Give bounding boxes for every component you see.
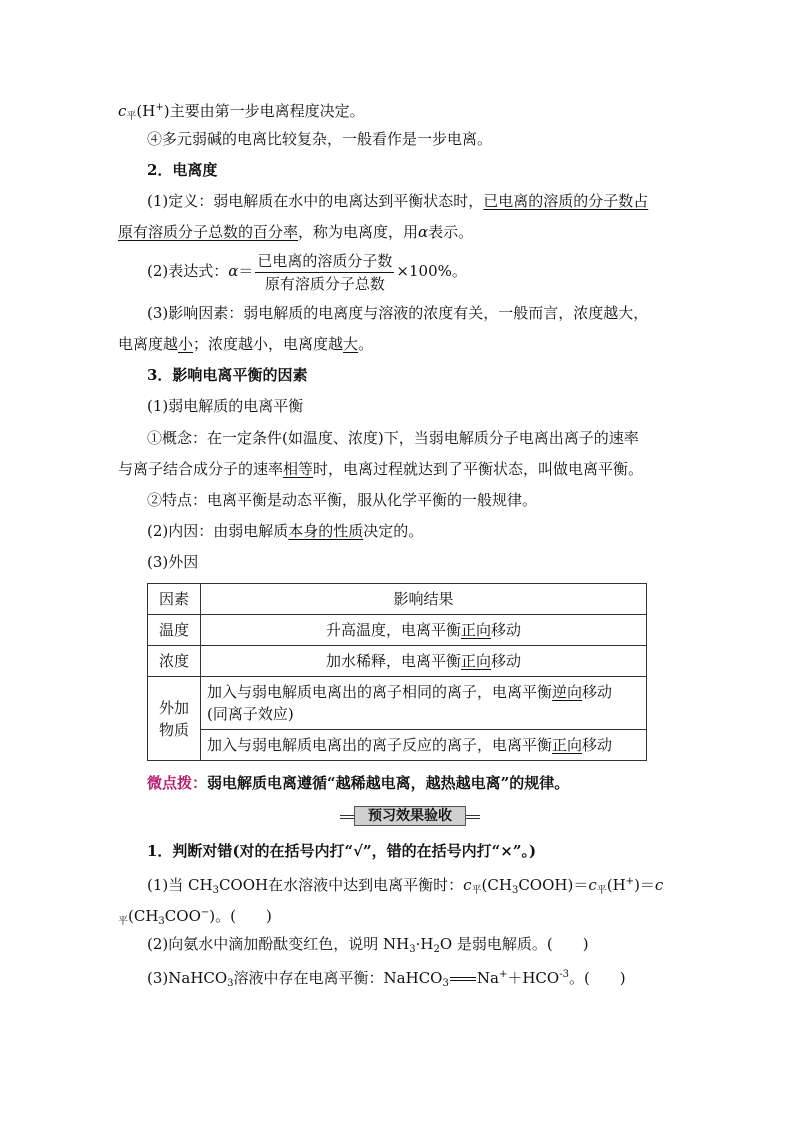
external-cause-line: (3)外因 [147,553,199,571]
intro-line-1: $c_平(H^+)$主要由第一步电离程度决定。 [118,102,365,122]
intro-line-2: ④多元弱碱的电离比较复杂，一般看作是一步电离。 [147,130,493,148]
table-header-row [148,584,647,615]
table-row [148,615,647,646]
exercise-heading: 1．判断对错(对的在括号内打“√”，错的在括号内打“×”。) [147,842,537,860]
influence-line-1: (3)影响因素：弱电解质的电离度与溶液的浓度有关，一般而言，浓度越大， [147,304,649,322]
table-row [148,646,647,677]
question-1-line-1: (1)当 $CH_3COOH$在水溶液中达到电离平衡时：$c_平(CH_3COOH)=c_平(H^+)=c$ [147,876,664,896]
equilibrium-sign [450,977,476,981]
section-banner [340,805,480,827]
table-cell-factor: 温度 [148,615,201,646]
feature-line: ②特点：电离平衡是动态平衡，服从化学平衡的一般规律。 [147,491,538,509]
banner-title: 预习效果验收 [354,806,466,826]
table-row [148,730,647,761]
tip-label: 微点拨： [147,774,208,792]
factors-table [147,583,647,761]
section-3-heading: 3．影响电离平衡的因素 [147,366,308,384]
table-cell-factor-added: 外加 物质 [148,677,201,761]
table-cell-result: 升高温度，电离平衡正向移动 [201,615,647,646]
concept-line-1: ①概念：在一定条件(如温度、浓度)下，当弱电解质分子电离出离子的速率 [147,429,639,447]
tip-text: 弱电解质电离遵循“越稀越电离，越热越电离”的规律。 [207,774,570,792]
internal-cause-line: (2)内因：由弱电解质本身的性质决定的。 [147,522,424,540]
question-1-line-2: $_平(CH_3COO^-)$。( ) [118,907,272,927]
ionization-fraction: $\frac{\text{已电离的溶质分子数}}{\text{原有溶质分子总数}}$ [257,251,393,293]
definition-line-1: (1)定义：弱电解质在水中的电离达到平衡状态时，已电离的溶质的分子数占 [147,192,649,210]
subsection-equilibrium: (1)弱电解质的电离平衡 [147,397,304,415]
table-header-factor: 因素 [148,584,201,615]
table-row [148,677,647,730]
table-cell-result: 加入与弱电解质电离出的离子反应的离子，电离平衡正向移动 [201,730,647,761]
influence-line-2: 电离度越小；浓度越小，电离度越大。 [118,335,374,353]
table-cell-factor: 浓度 [148,646,201,677]
table-cell-result: 加入与弱电解质电离出的离子相同的离子，电离平衡逆向移动 (同离子效应) [201,677,647,730]
concept-line-2: 与离子结合成分子的速率相等时，电离过程就达到了平衡状态，叫做电离平衡。 [118,460,644,478]
section-2-heading: 2．电离度 [147,161,218,179]
expression-line: (2)表达式：α＝ $\frac{\text{已电离的溶质分子数}}{\text{原有溶质分子总数}}$ ×100%。 [147,251,467,293]
question-3: (3)NaHCO$_3$溶液中存在电离平衡：NaHCO$_3$ $Na^++HCO^{-3}$。( ) [147,969,626,989]
tip-note [147,772,569,794]
question-2: (2)向氨水中滴加酚酞变红色，说明 $NH_3\cdot H_2O$ 是弱电解质。( ) [147,935,589,955]
table-cell-result: 加水稀释，电离平衡正向移动 [201,646,647,677]
definition-line-2: 原有溶质分子总数的百分率，称为电离度，用α表示。 [118,223,474,241]
table-header-result: 影响结果 [201,584,647,615]
